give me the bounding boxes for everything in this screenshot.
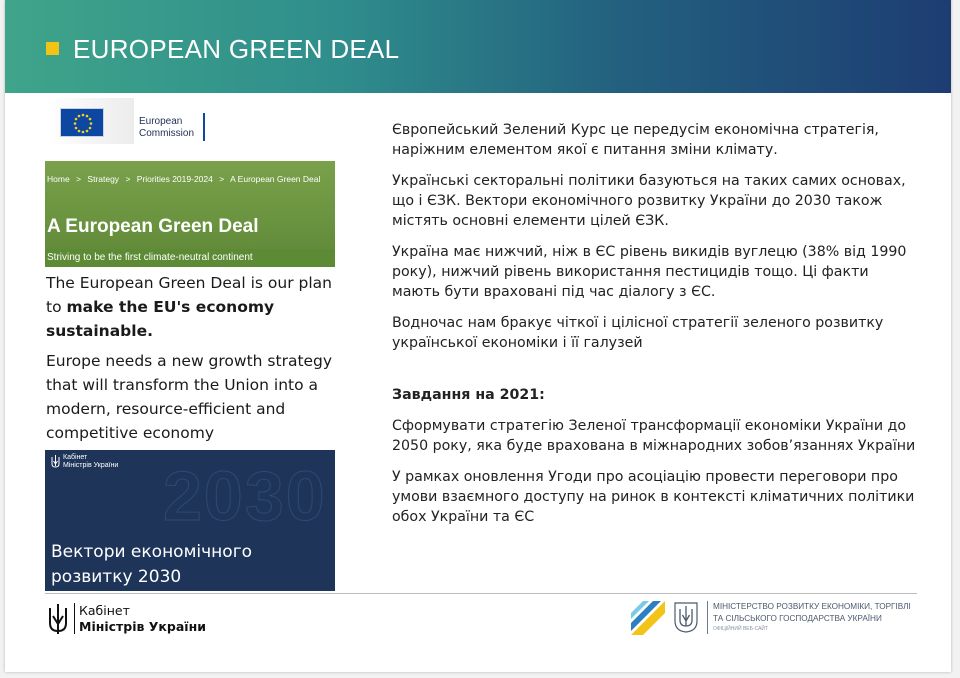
header-banner [5,0,951,93]
paragraph-emissions: Україна має нижчий, ніж в ЄС рівень викидів вуглецю (38% від 1990 року), нижчий рівень використання пестицидів тощо. Ці факти мають бути враховані під час діалогу з ЄС. [392,244,907,300]
breadcrumb-home[interactable]: Home [47,174,70,184]
kmu-footer-line2 [79,619,206,635]
breadcrumb-separator: > [219,174,225,184]
background-year-number: 2030 [163,457,327,535]
slide [5,0,951,672]
trident-icon [47,603,69,635]
green-deal-subtitle: Striving to be the first climate-neutral continent [45,249,335,267]
plan-text-bold: make the EU's economy sustainable. [46,298,275,340]
heading-line2: розвитку 2030 [51,567,182,587]
breadcrumb-separator: > [125,174,131,184]
ministry-logo-divider [707,601,708,634]
breadcrumb-separator: > [76,174,82,184]
ministry-small-text: ОФІЦІЙНИЙ ВЕБ-САЙТ [713,626,769,632]
breadcrumb [47,174,324,184]
ministry-logo-text [713,601,911,633]
kmu-logo-divider [74,603,75,634]
plan-text-plain: The European Green Deal is our plan to [46,274,332,316]
economic-vectors-heading [51,540,252,590]
cabinet-of-ministers-logo [47,601,237,637]
blue-card-kmu-logo [63,454,118,470]
heading-line1: Вектори економічного [51,542,253,562]
kmu-footer-line1: Кабінет [79,603,130,618]
kmu-logo-text [79,603,206,635]
breadcrumb-priorities[interactable]: Priorities 2019-2024 [136,174,213,184]
ec-logo-line1: European [139,116,183,127]
breadcrumb-strategy[interactable]: Strategy [87,174,120,184]
trident-icon [51,454,60,473]
footer-divider [45,593,917,594]
page-title: EUROPEAN GREEN DEAL [73,34,400,64]
ministry-line2: ТА СІЛЬСЬКОГО ГОСПОДАРСТВА УКРАЇНИ [713,614,882,623]
paragraph-task-green-transformation: Сформувати стратегію Зеленої трансформації економіки України до 2050 року, яка буде врахована в міжнародних зобов’язаннях України [392,418,916,454]
european-commission-logo [46,98,216,144]
ec-logo-text [139,116,194,140]
green-deal-plan-text [46,271,346,343]
paragraph-task-association-agreement: У рамках оновлення Угоди про асоціацію провести переговори про умови взаємного доступу на ринок в контексті кліматичних політики обох України та ЄС [392,469,915,525]
trident-icon [673,601,699,633]
ministry-line1: МІНІСТЕРСТВО РОЗВИТКУ ЕКОНОМІКИ, ТОРГІВЛІ [713,602,911,611]
ec-logo-divider [203,113,205,141]
green-deal-banner [45,161,335,267]
eu-flag-icon [60,108,104,137]
economic-vectors-banner [45,450,335,591]
kmu-footer-line2-text: Міністрів України [79,619,206,634]
left-text-block [46,271,346,451]
kmu-line2: Міністрів України [63,462,119,469]
paragraph-lack-of-strategy: Водночас нам бракує чіткої і цілісної стратегії зеленого розвитку української економіки і її галузей [392,315,884,351]
ministry-emblem-icon [631,601,665,635]
kmu-line1: Кабінет [63,454,88,461]
yellow-square-bullet [46,42,59,55]
right-text-block [392,120,917,538]
ec-logo-line2: Commission [139,128,195,139]
paragraph-strategy: Європейський Зелений Курс це передусім економічна стратегія, наріжним елементом якої є питання зміни клімату. [392,122,879,158]
tasks-heading: Завдання на 2021: [392,387,545,403]
paragraph-sectoral-policies: Українські секторальні політики базуються на таких самих основах, що і ЄЗК. Вектори економічного розвитку України до 2030 також містять основні елементи цілей ЄЗК. [392,173,906,229]
green-deal-title: A European Green Deal [47,216,259,237]
breadcrumb-current: A European Green Deal [230,174,321,184]
ministry-logo [631,598,931,638]
growth-strategy-text: Europe needs a new growth strategy that will transform the Union into a modern, resource-efficient and competitive economy [46,352,333,442]
